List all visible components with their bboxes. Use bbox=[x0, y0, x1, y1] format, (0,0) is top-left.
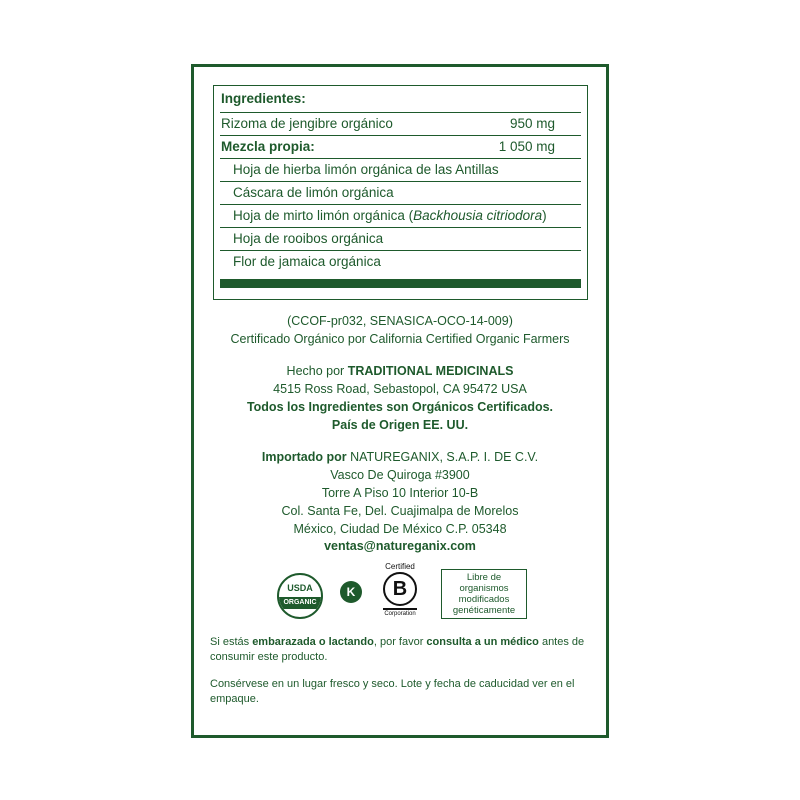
importer-email: ventas@natureganix.com bbox=[324, 539, 476, 553]
pregnancy-warning: Si estás embarazada o lactando, por favor consulta a un médico antes de consumir este producto. bbox=[210, 636, 585, 663]
importer-line: Importado por NATUREGANIX, S.A.P. I. DE C.V. bbox=[261, 450, 539, 464]
importer-address-line: Torre A Piso 10 Interior 10-B bbox=[321, 486, 479, 500]
country-of-origin: País de Origen EE. UU. bbox=[331, 418, 469, 432]
made-by-line: Hecho por TRADITIONAL MEDICINALS bbox=[286, 364, 514, 378]
ingredient-row bbox=[220, 227, 581, 250]
ingredient-row bbox=[220, 135, 581, 158]
ingredient-qty: 950 mg bbox=[509, 116, 555, 131]
non-gmo-badge: Libre de organismos modificados genéticamente bbox=[441, 569, 527, 619]
manufacturer-address: 4515 Ross Road, Sebastopol, CA 95472 USA bbox=[273, 382, 527, 396]
all-organic-statement: Todos los Ingredientes son Orgánicos Certificados. bbox=[246, 400, 554, 414]
ingredient-name: Cáscara de limón orgánica bbox=[233, 185, 394, 200]
ingredients-header: Ingredientes: bbox=[221, 91, 306, 106]
kosher-icon: K bbox=[340, 581, 362, 603]
storage-instructions: Consérvese en un lugar fresco y seco. Lote y fecha de caducidad ver en el empaque. bbox=[210, 678, 575, 705]
ingredient-name: Hoja de mirto limón orgánica (Backhousia citriodora) bbox=[233, 208, 547, 223]
importer-address-line: Vasco De Quiroga #3900 bbox=[330, 468, 470, 482]
ingredient-name: Hoja de rooibos orgánica bbox=[233, 231, 384, 246]
ingredient-row bbox=[220, 204, 581, 227]
ingredients-table bbox=[213, 85, 588, 300]
ingredient-row bbox=[220, 158, 581, 181]
ingredient-name: Rizoma de jengibre orgánico bbox=[221, 116, 393, 131]
importer-address-line: México, Ciudad De México C.P. 05348 bbox=[293, 522, 507, 536]
table-bottom-bar bbox=[220, 279, 581, 288]
ingredient-row bbox=[220, 112, 581, 135]
ingredients-header-row bbox=[220, 88, 581, 110]
product-label-panel bbox=[191, 64, 609, 738]
usda-organic-icon: USDA ORGANIC bbox=[277, 573, 323, 619]
certification-codes: (CCOF-pr032, SENASICA-OCO-14-009) bbox=[287, 314, 513, 328]
b-corp-icon: Certified B Corporation bbox=[384, 562, 416, 617]
ingredient-name: Hoja de hierba limón orgánica de las Antillas bbox=[233, 162, 499, 177]
certifier-text: Certificado Orgánico por California Certified Organic Farmers bbox=[230, 332, 570, 346]
importer-address-line: Col. Santa Fe, Del. Cuajimalpa de Morelos bbox=[281, 504, 519, 518]
ingredient-qty: 1 050 mg bbox=[498, 139, 555, 154]
ingredient-name: Flor de jamaica orgánica bbox=[233, 254, 381, 269]
ingredient-row bbox=[220, 181, 581, 204]
ingredient-row bbox=[220, 250, 581, 273]
ingredient-name: Mezcla propia: bbox=[221, 139, 315, 154]
